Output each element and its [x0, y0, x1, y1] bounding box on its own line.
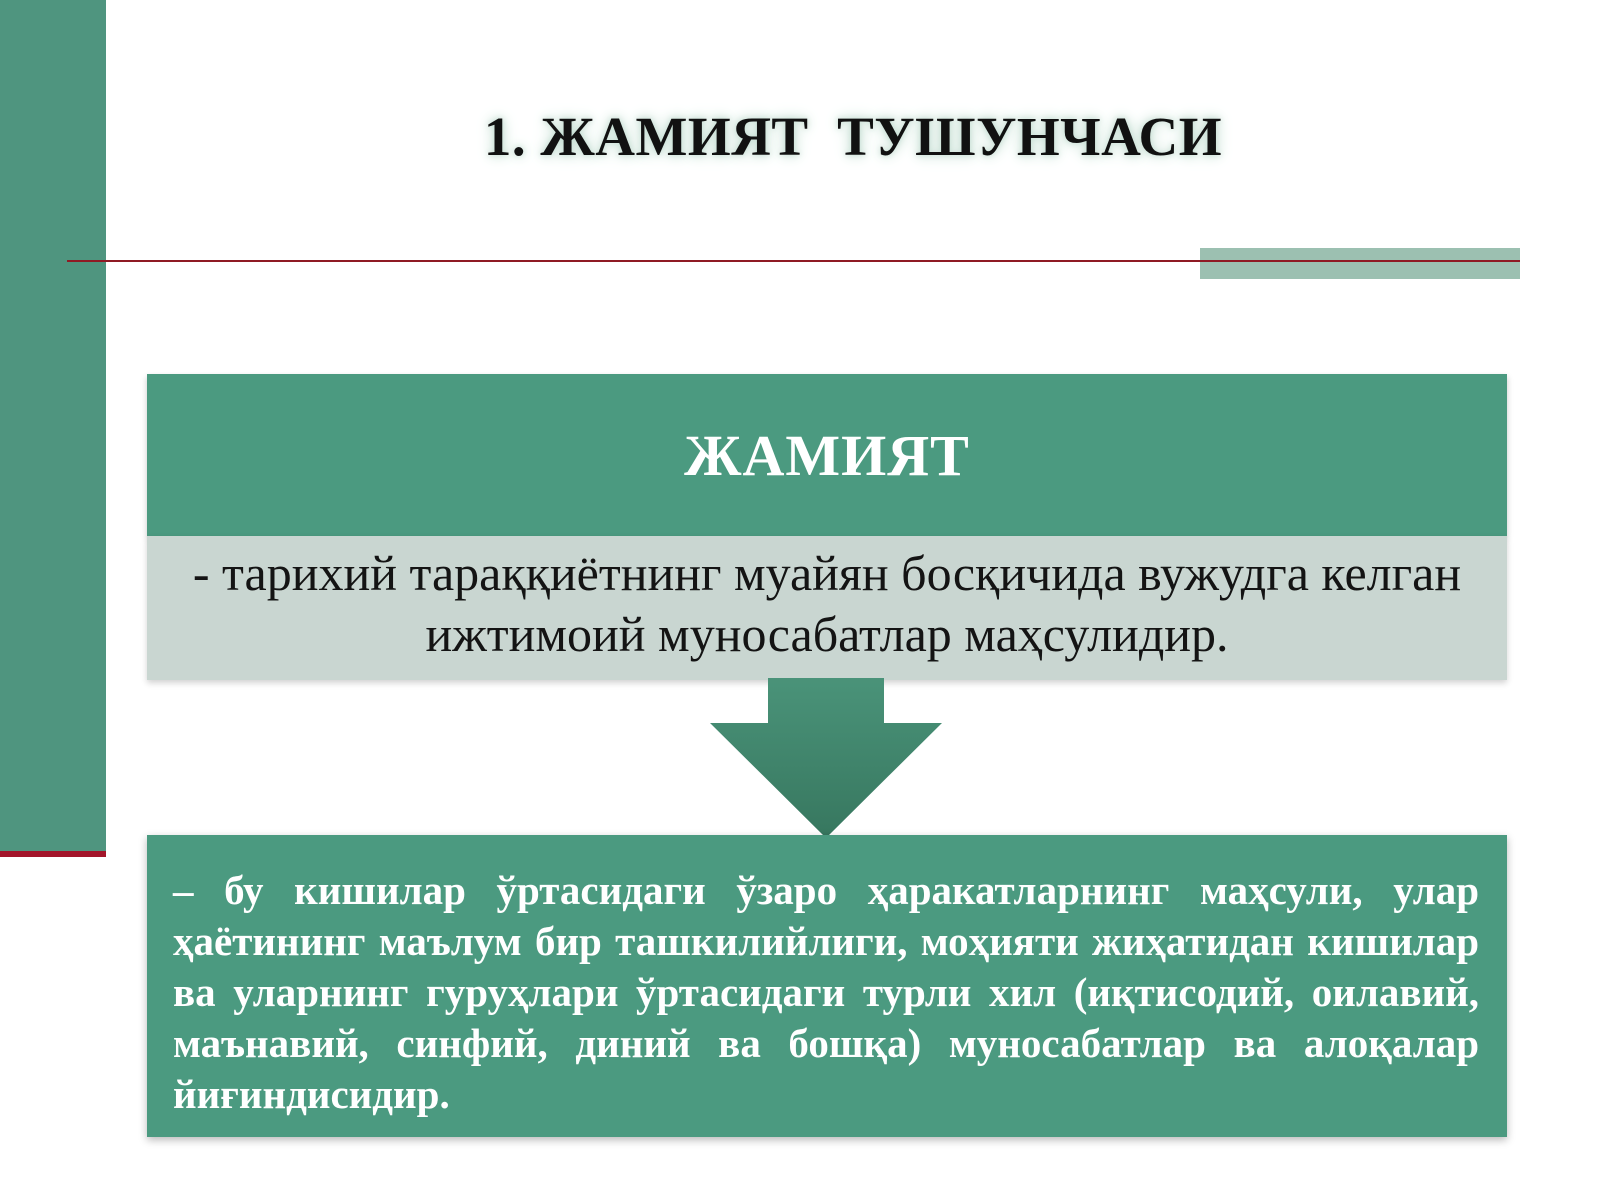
term-label: ЖАМИЯТ: [684, 422, 970, 488]
explanation-box: [147, 835, 1507, 1137]
title-rule-accent-block: [1200, 248, 1520, 279]
title-rule-overlay: [1200, 260, 1520, 262]
slide-title: 1. ЖАМИЯТ ТУШУНЧАСИ: [483, 106, 1223, 167]
left-accent-bar: [0, 0, 106, 851]
term-header-box: [147, 374, 1507, 536]
left-bar-red-strip: [0, 851, 106, 857]
explanation-text: – бу кишилар ўртасидаги ўзаро ҳаракатларнинг маҳсули, улар ҳаётининг маълум бир ташкилийлиги, моҳияти жиҳатидан кишилар ва уларнинг гуруҳлари ўртасидаги турли хил (иқтисодий, оилавий, маънавий, синфий, диний ва бошқа) муносабатлар ва алоқалар йиғиндисидир.: [173, 867, 1479, 1117]
definition-text: - тарихий тараққиётнинг муайян босқичида вужудга келган ижтимоий муносабатлар маҳсулидир.: [192, 545, 1462, 662]
definition-box: [147, 536, 1507, 680]
down-arrow-icon: [710, 678, 942, 838]
